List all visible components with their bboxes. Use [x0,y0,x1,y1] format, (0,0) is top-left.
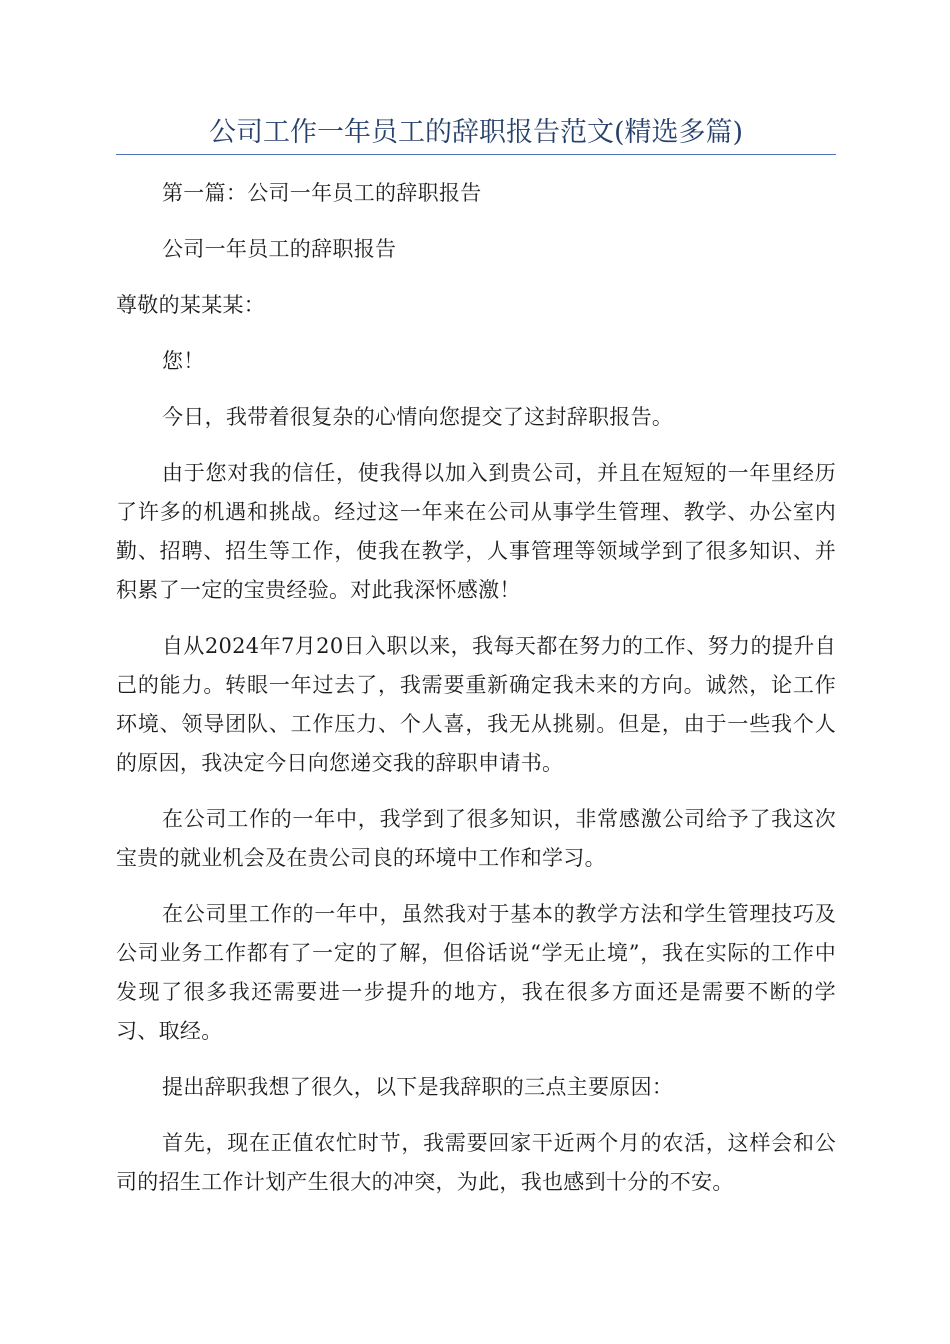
paragraph-section-heading: 第一篇：公司一年员工的辞职报告 [162,181,482,205]
paragraph-improvement: 在公司里工作的一年中，虽然我对于基本的教学方法和学生管理技巧及公司业务工作都有了一定的了解，但俗话说“学无止境”，我在实际的工作中发现了很多我还需要进一步提升的地方，我在很多方面还是需要不断的学习、取经。 [116,902,836,1043]
document-body [116,174,836,1219]
paragraph-gratitude: 由于您对我的信任，使我得以加入到贵公司，并且在短短的一年里经历了许多的机遇和挑战。经过这一年来在公司从事学生管理、教学、办公室内勤、招聘、招生等工作，使我在教学，人事管理等领域学到了很多知识、并积累了一定的宝贵经验。对此我深怀感激！ [116,461,836,602]
paragraph-report-title: 公司一年员工的辞职报告 [162,237,397,261]
paragraph-greeting: 您！ [162,349,205,373]
paragraph-reason-first: 首先，现在正值农忙时节，我需要回家干近两个月的农活，这样会和公司的招生工作计划产生很大的冲突，为此，我也感到十分的不安。 [116,1131,836,1194]
document-title: 公司工作一年员工的辞职报告范文(精选多篇) [208,117,744,148]
paragraph-decision: 自从2024年7月20日入职以来，我每天都在努力的工作、努力的提升自己的能力。转眼一年过去了，我需要重新确定我未来的方向。诚然，论工作环境、领导团队、工作压力、个人喜，我无从挑剔。但是，由于一些我个人的原因，我决定今日向您递交我的辞职申请书。 [116,634,836,775]
paragraph-salutation: 尊敬的某某某： [116,293,266,317]
title-underline [116,154,836,155]
paragraph-learning: 在公司工作的一年中，我学到了很多知识，非常感激公司给予了我这次宝贵的就业机会及在贵公司良的环境中工作和学习。 [116,807,836,870]
paragraph-reasons-intro: 提出辞职我想了很久，以下是我辞职的三点主要原因： [162,1075,674,1099]
paragraph-intro: 今日，我带着很复杂的心情向您提交了这封辞职报告。 [162,405,674,429]
